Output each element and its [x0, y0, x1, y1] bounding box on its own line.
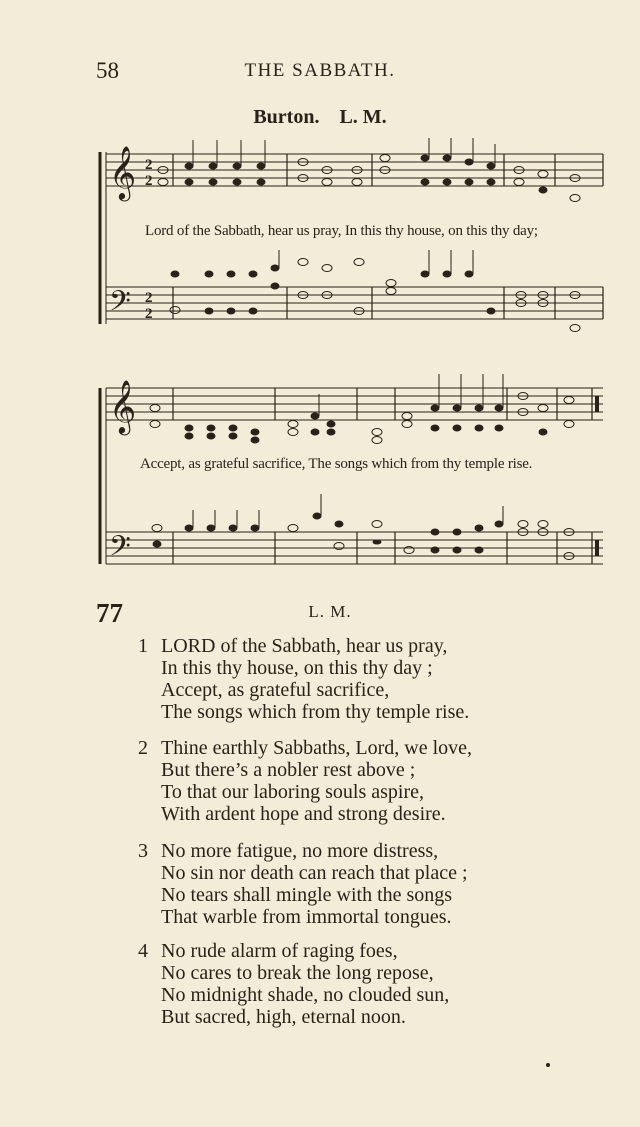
verse-line: Thine earthly Sabbaths, Lord, we love, — [161, 737, 473, 759]
verse-line: No midnight shade, no clouded sun, — [161, 984, 450, 1006]
ink-dot — [546, 1063, 550, 1067]
verse-line: Accept, as grateful sacrifice, — [161, 679, 390, 701]
verse-line: No more fatigue, no more distress, — [161, 840, 439, 862]
svg-text:𝄢: 𝄢 — [109, 285, 131, 325]
tune-meter: L. M. — [339, 106, 387, 128]
svg-text:2: 2 — [145, 306, 153, 322]
verse-line: The songs which from thy temple rise. — [161, 701, 470, 723]
music-system-2-staves — [95, 372, 610, 592]
tune-name: Burton. — [253, 106, 320, 128]
tune-title — [0, 106, 640, 129]
svg-text:2: 2 — [145, 173, 153, 189]
hymn-number: 77 — [96, 598, 123, 628]
verse-number: 1 — [138, 635, 148, 657]
verse-number: 3 — [138, 840, 148, 862]
verse-line: No cares to break the long repose, — [161, 962, 434, 984]
verse-line: No tears shall mingle with the songs — [161, 884, 453, 906]
verse-2 — [138, 737, 472, 825]
verse-line: In this thy house, on this thy day ; — [161, 657, 433, 679]
svg-text:𝄞: 𝄞 — [109, 145, 137, 199]
verse-number: 4 — [138, 940, 148, 962]
verse-line: LORD of the Sabbath, hear us pray, — [161, 635, 448, 657]
verse-line: No rude alarm of raging foes, — [161, 940, 398, 962]
verse-4 — [138, 940, 449, 1028]
music-system-1-staves — [95, 138, 610, 363]
verse-number: 2 — [138, 737, 148, 759]
hymn-meter: L. M. — [308, 602, 352, 621]
svg-text:𝄞: 𝄞 — [109, 379, 137, 433]
verse-line: To that our laboring souls aspire, — [161, 781, 424, 803]
verse-line: With ardent hope and strong desire. — [161, 803, 446, 825]
svg-text:2: 2 — [145, 290, 153, 306]
verse-line: No sin nor death can reach that place ; — [161, 862, 468, 884]
svg-text:2: 2 — [145, 157, 153, 173]
verse-line: That warble from immortal tongues. — [161, 906, 452, 928]
verse-line: But sacred, high, eternal noon. — [161, 1006, 406, 1028]
music-system-1 — [95, 138, 610, 363]
lyric-line-1: Lord of the Sabbath, hear us pray, In this thy house, on this thy day; — [145, 223, 538, 239]
lyric-line-2: Accept, as grateful sacrifice, The songs which from thy temple rise. — [140, 456, 533, 472]
verse-1 — [138, 635, 469, 723]
verse-line: But there’s a nobler rest above ; — [161, 759, 416, 781]
page-number: 58 — [96, 58, 119, 83]
svg-text:𝄢: 𝄢 — [109, 530, 131, 570]
music-system-2 — [95, 372, 610, 592]
verse-3 — [138, 840, 468, 928]
running-title: THE SABBATH. — [244, 60, 396, 81]
